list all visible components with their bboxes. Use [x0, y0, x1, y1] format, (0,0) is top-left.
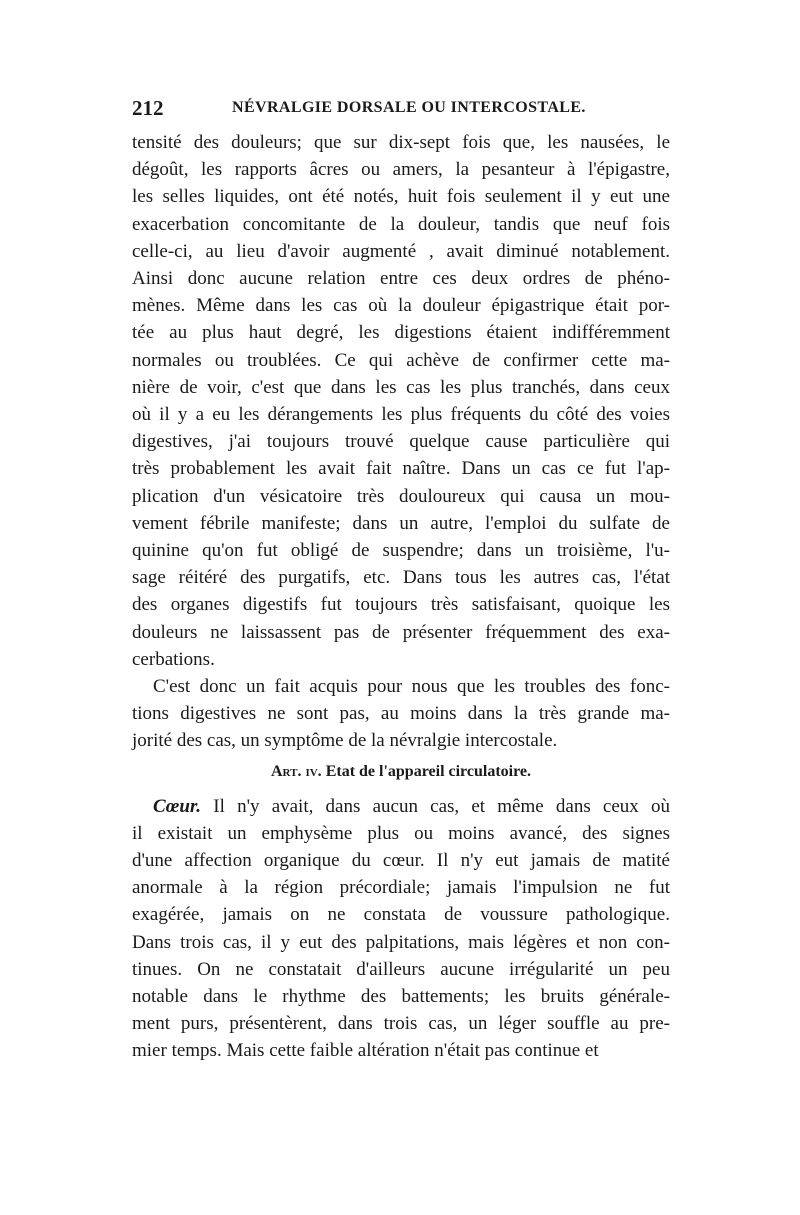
article-label: Art. iv. [271, 762, 322, 780]
text-line: cerbations. [132, 648, 215, 670]
text-line [153, 793, 670, 820]
text-line: dégoût, les rapports âcres ou amers, la pesanteur à l'épigastre, [132, 159, 670, 181]
section-heading [132, 763, 670, 787]
text-line: ment purs, présentèrent, dans trois cas, un léger souffle au pre- [132, 1013, 670, 1035]
page-header [132, 96, 672, 122]
text-line: il existait un emphysème plus ou moins avancé, des signes [132, 822, 670, 844]
text-line: jorité des cas, un symptôme de la névralgie intercostale. [132, 730, 558, 752]
text-line: tensité des douleurs; que sur dix-sept fois que, les nausées, le [132, 132, 670, 153]
text-line: les selles liquides, ont été notés, huit fois seulement il y eut une [132, 186, 670, 208]
text-line: plication d'un vésicatoire très douloureux qui causa un mou- [132, 485, 670, 507]
text-line: Dans trois cas, il y eut des palpitations, mais légères et non con- [132, 931, 670, 953]
text-line: tinues. On ne constatait d'ailleurs aucune irrégularité un peu [132, 958, 670, 980]
text-line: sage réitéré des purgatifs, etc. Dans tous les autres cas, l'état [132, 567, 670, 589]
text-line: des organes digestifs fut toujours très satisfaisant, quoique les [132, 594, 670, 616]
text-line: exagérée, jamais on ne constata de voussure pathologique. [132, 904, 670, 926]
text-line-rest: Il n'y avait, dans aucun cas, et même dans ceux où [201, 795, 670, 817]
text-line: tée au plus haut degré, les digestions étaient indifféremment [132, 322, 670, 344]
text-line: mènes. Même dans les cas où la douleur épigastrique était por- [132, 295, 670, 317]
text-line: mier temps. Mais cette faible altération n'était pas continue et [132, 1040, 599, 1062]
text-line: très probablement les avait fait naître. Dans un cas ce fut l'ap- [132, 458, 670, 480]
text-line: notable dans le rhythme des battements; les bruits générale- [132, 986, 670, 1007]
text-line: vement fébrile manifeste; dans un autre, l'emploi du sulfate de [132, 512, 670, 534]
text-line: anormale à la région précordiale; jamais l'impulsion ne fut [132, 877, 670, 899]
running-title: NÉVRALGIE DORSALE OU INTERCOSTALE. [232, 99, 586, 116]
text-line: douleurs ne laissassent pas de présenter fréquemment des exa- [132, 621, 670, 643]
text-line: où il y a eu les dérangements les plus fréquents du côté des voies [132, 404, 670, 425]
text-line: C'est donc un fait acquis pour nous que les troubles des fonc- [153, 676, 670, 697]
text-line: digestives, j'ai toujours trouvé quelque cause particulière qui [132, 431, 670, 453]
text-line: d'une affection organique du cœur. Il n'y eut jamais de matité [132, 850, 670, 871]
text-line: celle-ci, au lieu d'avoir augmenté , avait diminué notablement. [132, 240, 670, 262]
text-line: nière de voir, c'est que dans les cas les plus tranchés, dans ceux [132, 376, 670, 398]
text-line: tions digestives ne sont pas, au moins dans la très grande ma- [132, 703, 670, 725]
section-title: Etat de l'appareil circulatoire. [325, 762, 531, 780]
text-line: normales ou troublées. Ce qui achève de confirmer cette ma- [132, 349, 670, 371]
text-line: quinine qu'on fut obligé de suspendre; dans un troisième, l'u- [132, 540, 670, 561]
text-line: Ainsi donc aucune relation entre ces deux ordres de phéno- [132, 268, 670, 289]
text-line: exacerbation concomitante de la douleur, tandis que neuf fois [132, 213, 670, 235]
page-number: 212 [132, 96, 164, 120]
lead-word: Cœur. [153, 795, 202, 817]
